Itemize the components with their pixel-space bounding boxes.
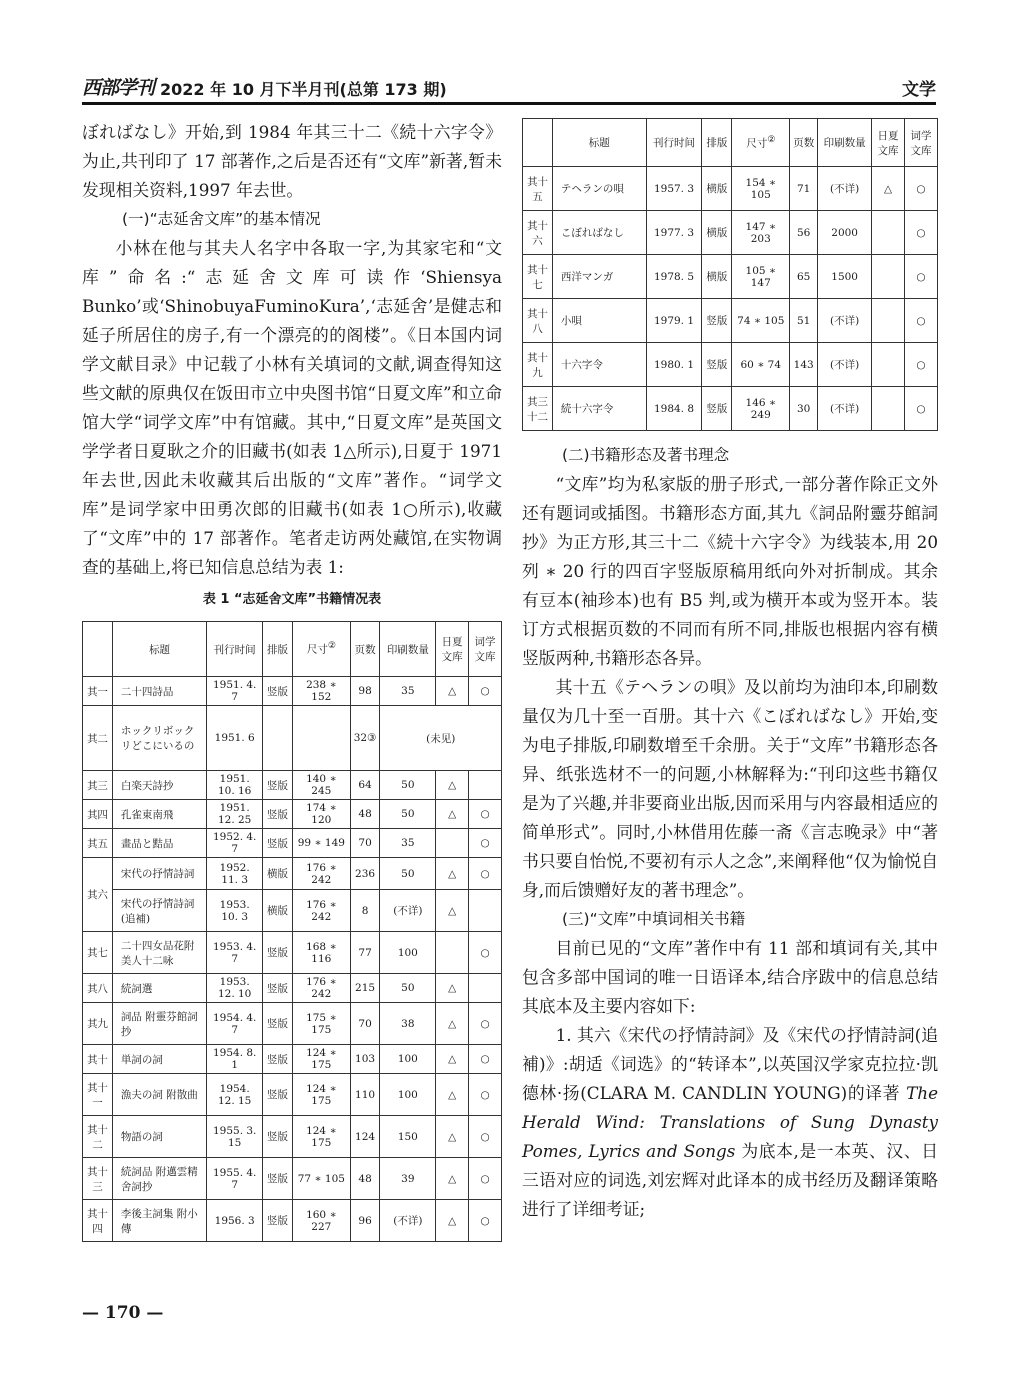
row-print: (不详) — [818, 387, 872, 431]
row-date: 1956. 3 — [207, 1200, 263, 1242]
row-hinatsu: △ — [436, 800, 469, 829]
row-title: 宋代の抒情詩詞(追補) — [112, 890, 206, 932]
row-size: 99 ∗ 149 — [292, 829, 350, 858]
row-date: 1954. 4. 7 — [207, 1003, 263, 1045]
row-size: 105 ∗ 147 — [732, 255, 790, 299]
table-row — [83, 706, 502, 771]
row-title: 李後主詞集 附小傳 — [112, 1200, 206, 1242]
row-title: 小唄 — [552, 299, 646, 343]
row-hinatsu: △ — [436, 1158, 469, 1200]
table-caption: 表 1 “志延舍文库”书籍情况表 — [202, 592, 382, 607]
row-print: 50 — [380, 800, 436, 829]
row-hinatsu — [436, 829, 469, 858]
issue-info: 2022 年 10 月下半月刊(总第 173 期) — [160, 80, 447, 99]
journal-logo: 西部学刊 — [82, 77, 155, 99]
row-pages: 143 — [790, 343, 818, 387]
row-cixue: ○ — [469, 932, 502, 974]
paragraph: 其十五《テヘランの唄》及以前均为油印本,印刷数量仅为几十至一百册。其十六《こぼればなし》开始,变为电子排版,印刷数增至千余册。关于“文库”书籍形态各异、纸张选材不一的问题,小林解释为:“刊印这些书籍仅是为了兴趣,并非要商业出版,因而采用与内容最相适应的简单形式”。同时,小林借用佐藤一斋《言志晚录》中“著书只要自怡悦,不要初有示人之念”,来阐释他“仅为愉悦自身,而后馈赠好友的著书理念”。 — [522, 677, 938, 900]
row-date: 1955. 4. 7 — [207, 1158, 263, 1200]
row-pages: 98 — [350, 677, 380, 706]
row-title: 続詞品 附邁雲精舍詞抄 — [112, 1158, 206, 1200]
row-layout: 竖版 — [263, 974, 293, 1003]
table-row — [83, 858, 502, 890]
row-layout: 竖版 — [263, 1200, 293, 1242]
row-date: 1977. 3 — [646, 211, 702, 255]
row-size: 176 ∗ 242 — [292, 974, 350, 1003]
row-cixue: ○ — [905, 343, 938, 387]
table-row — [83, 1158, 502, 1200]
row-size: 146 ∗ 249 — [732, 387, 790, 431]
row-hinatsu: △ — [436, 974, 469, 1003]
header-left — [82, 73, 447, 100]
row-title: 二十四女品花附美人十二咏 — [112, 932, 206, 974]
row-cixue — [469, 771, 502, 800]
section-heading: (三)“文库”中填词相关书籍 — [562, 910, 746, 928]
row-hinatsu — [872, 255, 905, 299]
row-title: 続詞選 — [112, 974, 206, 1003]
table-row — [523, 255, 938, 299]
row-number: 其十九 — [523, 343, 553, 387]
row-pages: 70 — [350, 1003, 380, 1045]
row-hinatsu — [872, 387, 905, 431]
row-number: 其十二 — [83, 1116, 113, 1158]
table-row — [83, 1045, 502, 1074]
row-size: 147 ∗ 203 — [732, 211, 790, 255]
row-title: こぼればなし — [552, 211, 646, 255]
row-layout: 横版 — [263, 890, 293, 932]
row-number: 其十五 — [523, 167, 553, 211]
table-row — [523, 299, 938, 343]
table-header-row — [523, 119, 938, 167]
row-pages: 70 — [350, 829, 380, 858]
header-print: 印刷数量 — [380, 622, 436, 677]
row-hinatsu — [872, 299, 905, 343]
row-pages: 124 — [350, 1116, 380, 1158]
row-title: 西洋マンガ — [552, 255, 646, 299]
row-number: 其七 — [83, 932, 113, 974]
table-row — [83, 974, 502, 1003]
table-row — [83, 1003, 502, 1045]
row-number: 其十一 — [83, 1074, 113, 1116]
row-pages: 103 — [350, 1045, 380, 1074]
row-size: 160 ∗ 227 — [292, 1200, 350, 1242]
section-heading: (一)“志延舍文库”的基本情况 — [122, 210, 321, 228]
table-row — [83, 932, 502, 974]
row-number: 其十八 — [523, 299, 553, 343]
books-table-part1 — [82, 621, 502, 1242]
row-number: 其八 — [83, 974, 113, 1003]
row-size: 238 ∗ 152 — [292, 677, 350, 706]
row-date: 1954. 12. 15 — [207, 1074, 263, 1116]
table-body-rows1 — [83, 677, 502, 858]
header-pages: 页数 — [790, 119, 818, 167]
row-number: 其十三 — [83, 1158, 113, 1200]
row-print: 39 — [380, 1158, 436, 1200]
table-row — [523, 167, 938, 211]
row-layout: 竖版 — [263, 1003, 293, 1045]
row-cixue: ○ — [469, 677, 502, 706]
row-number: 其十 — [83, 1045, 113, 1074]
paragraph: ぼればなし》开始,到 1984 年其三十二《続十六字令》为止,共刊印了 17 部著作,之后是否还有“文库”新著,暂未发现相关资料,1997 年去世。 — [82, 122, 502, 200]
row-size: 168 ∗ 116 — [292, 932, 350, 974]
row-cixue — [469, 890, 502, 932]
row-size: 154 ∗ 105 — [732, 167, 790, 211]
row-print: (不详) — [380, 1200, 436, 1242]
row-hinatsu — [436, 932, 469, 974]
row-date: 1953. 10. 3 — [207, 890, 263, 932]
row-hinatsu — [872, 211, 905, 255]
row-number: 其三十二 — [523, 387, 553, 431]
header-hinatsu: 日夏文库 — [872, 119, 905, 167]
row-pages: 30 — [790, 387, 818, 431]
row-layout: 竖版 — [702, 387, 732, 431]
row-number: 其十七 — [523, 255, 553, 299]
row-title: 物語の詞 — [112, 1116, 206, 1158]
row-title: テヘランの唄 — [552, 167, 646, 211]
row-cixue: ○ — [469, 1045, 502, 1074]
header-layout: 排版 — [702, 119, 732, 167]
header-layout: 排版 — [263, 622, 293, 677]
page-number: — 170 — — [82, 1303, 164, 1323]
row-print: 150 — [380, 1116, 436, 1158]
header-date: 刊行时间 — [207, 622, 263, 677]
row-date: 1957. 3 — [646, 167, 702, 211]
row-title: 孔雀東南飛 — [112, 800, 206, 829]
row-number: 其一 — [83, 677, 113, 706]
row-print: 100 — [380, 1045, 436, 1074]
row-date: 1979. 1 — [646, 299, 702, 343]
row-size: 124 ∗ 175 — [292, 1045, 350, 1074]
row-cixue: ○ — [905, 299, 938, 343]
header-date: 刊行时间 — [646, 119, 702, 167]
row-cixue: ○ — [469, 1074, 502, 1116]
row-title: 宋代の抒情詩詞 — [112, 858, 206, 890]
row-pages: 65 — [790, 255, 818, 299]
row-hinatsu: △ — [436, 1003, 469, 1045]
header-print: 印刷数量 — [818, 119, 872, 167]
row-layout: 横版 — [702, 167, 732, 211]
row-title: 十六字令 — [552, 343, 646, 387]
row-date: 1953. 4. 7 — [207, 932, 263, 974]
row-print: (不详) — [818, 167, 872, 211]
row-cixue: ○ — [905, 255, 938, 299]
page-header — [82, 72, 936, 105]
row-print: (未见) — [380, 706, 502, 771]
row-layout — [263, 706, 293, 771]
table-body-rows2 — [83, 932, 502, 1242]
row-print: (不详) — [380, 890, 436, 932]
row-cixue: ○ — [469, 1158, 502, 1200]
row-title: 漁夫の詞 附散曲 — [112, 1074, 206, 1116]
row-layout: 竖版 — [263, 1116, 293, 1158]
row-date: 1984. 8 — [646, 387, 702, 431]
row-pages: 32③ — [350, 706, 380, 771]
row-hinatsu: △ — [872, 167, 905, 211]
row-date: 1951. 12. 25 — [207, 800, 263, 829]
paragraph: “文库”均为私家版的册子形式,一部分著作除正文外还有题词或插图。书籍形态方面,其九《詞品附靈芬館詞抄》为正方形,其三十二《続十六字令》为线装本,用 20 列 ∗ 20 行的四百字竖版原稿用纸向外对折制成。其余有豆本(袖珍本)也有 B5 判,或为横开本或为竖开本。装订方式根据页数的不同而有所不同,排版也根据内容有横竖版两种,书籍形态各异。 — [522, 474, 938, 668]
row-layout: 竖版 — [263, 1045, 293, 1074]
row-number: 其六 — [83, 858, 113, 932]
table-header-row — [83, 622, 502, 677]
row-layout: 竖版 — [263, 829, 293, 858]
row-pages: 96 — [350, 1200, 380, 1242]
row-cixue: ○ — [905, 211, 938, 255]
row-number: 其四 — [83, 800, 113, 829]
row-date: 1978. 5 — [646, 255, 702, 299]
row-print: (不详) — [818, 343, 872, 387]
header-cixue: 词学文库 — [905, 119, 938, 167]
row-layout: 横版 — [263, 858, 293, 890]
row-pages: 110 — [350, 1074, 380, 1116]
table-row — [83, 1074, 502, 1116]
header-cixue: 词学文库 — [469, 622, 502, 677]
row-cixue: ○ — [469, 1116, 502, 1158]
table-row — [83, 890, 502, 932]
row-size: 124 ∗ 175 — [292, 1074, 350, 1116]
row-size — [292, 706, 350, 771]
row-date: 1952. 11. 3 — [207, 858, 263, 890]
section-name: 文学 — [902, 80, 936, 100]
row-number: 其五 — [83, 829, 113, 858]
header-hinatsu: 日夏文库 — [436, 622, 469, 677]
header-size: 尺寸② — [732, 119, 790, 167]
row-hinatsu: △ — [436, 771, 469, 800]
row-layout: 竖版 — [263, 677, 293, 706]
row-size: 74 ∗ 105 — [732, 299, 790, 343]
row-cixue: ○ — [469, 829, 502, 858]
row-layout: 竖版 — [702, 343, 732, 387]
row-title: 単詞の詞 — [112, 1045, 206, 1074]
table-row — [83, 771, 502, 800]
row-hinatsu: △ — [436, 890, 469, 932]
row-print: 50 — [380, 858, 436, 890]
row-cixue: ○ — [469, 1200, 502, 1242]
row-print: 35 — [380, 677, 436, 706]
row-layout: 横版 — [702, 211, 732, 255]
row-size: 140 ∗ 245 — [292, 771, 350, 800]
row-print: 35 — [380, 829, 436, 858]
row-hinatsu: △ — [436, 858, 469, 890]
row-date: 1953. 12. 10 — [207, 974, 263, 1003]
row-date: 1952. 4. 7 — [207, 829, 263, 858]
table-row — [83, 677, 502, 706]
row-hinatsu — [872, 343, 905, 387]
row-cixue: ○ — [905, 167, 938, 211]
table-row — [83, 829, 502, 858]
row-pages: 48 — [350, 800, 380, 829]
row-pages: 215 — [350, 974, 380, 1003]
row-cixue: ○ — [905, 387, 938, 431]
row-hinatsu: △ — [436, 677, 469, 706]
row-title: 二十四詩品 — [112, 677, 206, 706]
table-row — [523, 211, 938, 255]
left-column — [82, 118, 502, 1242]
row-print: 100 — [380, 1074, 436, 1116]
row-date: 1954. 8. 1 — [207, 1045, 263, 1074]
row-number: 其二 — [83, 706, 113, 771]
header-title: 标题 — [552, 119, 646, 167]
paragraph: 1. 其六《宋代の抒情詩詞》及《宋代の抒情詩詞(追補)》:胡适《词选》的“转译本”,以英国汉学家克拉拉·凯德林·扬(CLARA M. CANDLIN YOUNG)的译著 The Herald Wind: Translations of Sung Dynasty Pomes, Lyrics and Songs 为底本,是一本英、汉、日三语对应的词选,刘宏辉对此译本的成书经历及翻译策略进行了详细考证; — [522, 1025, 938, 1219]
table-row — [83, 1200, 502, 1242]
section-heading: (二)书籍形态及著书理念 — [562, 446, 730, 464]
row-pages: 71 — [790, 167, 818, 211]
header-pages: 页数 — [350, 622, 380, 677]
row-hinatsu: △ — [436, 1045, 469, 1074]
row-size: 60 ∗ 74 — [732, 343, 790, 387]
row-number: 其十六 — [523, 211, 553, 255]
row-print: 50 — [380, 974, 436, 1003]
row-date: 1955. 3. 15 — [207, 1116, 263, 1158]
row-hinatsu: △ — [436, 1200, 469, 1242]
table-row — [523, 387, 938, 431]
row-size: 176 ∗ 242 — [292, 890, 350, 932]
right-column — [522, 118, 938, 1224]
row-hinatsu: △ — [436, 1116, 469, 1158]
row-size: 176 ∗ 242 — [292, 858, 350, 890]
row-size: 175 ∗ 175 — [292, 1003, 350, 1045]
row-title: 白楽天詩抄 — [112, 771, 206, 800]
row-number: 其十四 — [83, 1200, 113, 1242]
table-row — [523, 343, 938, 387]
row-print: (不详) — [818, 299, 872, 343]
table-body-rows3 — [523, 167, 938, 431]
row-size: 174 ∗ 120 — [292, 800, 350, 829]
row-pages: 51 — [790, 299, 818, 343]
row-layout: 竖版 — [263, 1074, 293, 1116]
row-layout: 竖版 — [263, 771, 293, 800]
row-number: 其三 — [83, 771, 113, 800]
row-pages: 236 — [350, 858, 380, 890]
row-hinatsu: △ — [436, 1074, 469, 1116]
row-date: 1951. 6 — [207, 706, 263, 771]
row-size: 124 ∗ 175 — [292, 1116, 350, 1158]
row-layout: 竖版 — [702, 299, 732, 343]
row-print: 50 — [380, 771, 436, 800]
row-print: 38 — [380, 1003, 436, 1045]
row-cixue: ○ — [469, 1003, 502, 1045]
row-date: 1951. 10. 16 — [207, 771, 263, 800]
row-title: ホックリボックリどこにいるの — [112, 706, 206, 771]
row-date: 1951. 4. 7 — [207, 677, 263, 706]
table-row — [83, 800, 502, 829]
row-pages: 64 — [350, 771, 380, 800]
paragraph: 目前已见的“文库”著作中有 11 部和填词有关,其中包含多部中国词的唯一日语译本,结合序跋中的信息总结其底本及主要内容如下: — [522, 938, 938, 1016]
row-cixue — [469, 974, 502, 1003]
row-title: 詞品 附靈芬館詞抄 — [112, 1003, 206, 1045]
header-size: 尺寸② — [292, 622, 350, 677]
row-pages: 56 — [790, 211, 818, 255]
row-layout: 竖版 — [263, 1158, 293, 1200]
row-layout: 横版 — [702, 255, 732, 299]
row-layout: 竖版 — [263, 932, 293, 974]
row-pages: 8 — [350, 890, 380, 932]
row-cixue: ○ — [469, 858, 502, 890]
row-print: 100 — [380, 932, 436, 974]
row-pages: 48 — [350, 1158, 380, 1200]
row-pages: 77 — [350, 932, 380, 974]
row-cixue: ○ — [469, 800, 502, 829]
row-print: 1500 — [818, 255, 872, 299]
book-title-english: The Herald Wind: Translations of Sung Dynasty Pomes, Lyrics and Songs — [522, 1083, 938, 1161]
row-size: 77 ∗ 105 — [292, 1158, 350, 1200]
books-table-part2 — [522, 118, 938, 431]
row-print: 2000 — [818, 211, 872, 255]
row-layout: 竖版 — [263, 800, 293, 829]
row-date: 1980. 1 — [646, 343, 702, 387]
row-number: 其九 — [83, 1003, 113, 1045]
table-row — [83, 1116, 502, 1158]
row-title: 続十六字令 — [552, 387, 646, 431]
paragraph: 小林在他与其夫人名字中各取一字,为其家宅和“文库”命名:“志延舍文库可读作‘Shiensya Bunko’或‘ShinobuyaFuminoKura’,‘志延舍’是健志和延子所居住的房子,有一个漂亮的的阁楼”。《日本国内词学文献目录》中记载了小林有关填词的文献,调查得知这些文献的原典仅在饭田市立中央图书馆“日夏文库”和立命馆大学“词学文库”中有馆藏。其中,“日夏文库”是英国文学学者日夏耿之介的旧藏书(如表 1△所示),日夏于 1971 年去世,因此未收藏其后出版的“文库”著作。“词学文库”是词学家中田勇次郎的旧藏书(如表 1○所示),收藏了“文库”中的 17 部著作。笔者走访两处藏馆,在实物调查的基础上,将已知信息总结为表 1: — [82, 238, 502, 577]
row-title: 畫品と黠品 — [112, 829, 206, 858]
header-title: 标题 — [112, 622, 206, 677]
